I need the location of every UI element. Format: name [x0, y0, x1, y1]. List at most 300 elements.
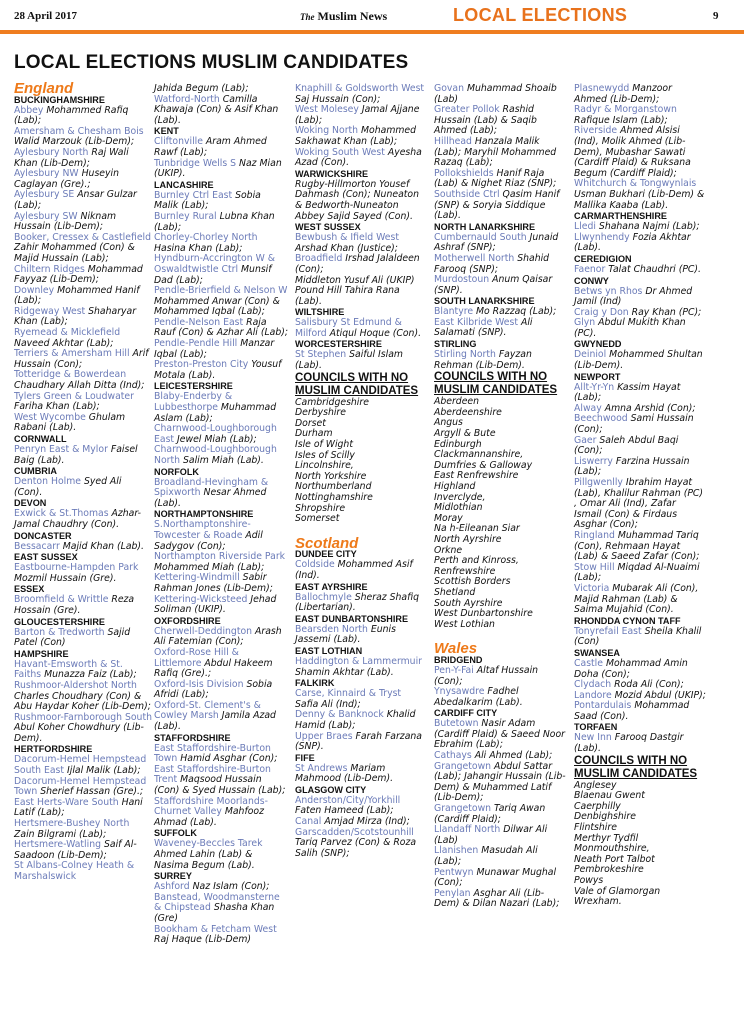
ward-name: Waveney-Beccles Tarek — [154, 838, 263, 850]
candidate-entry — [574, 478, 706, 531]
candidate-entry — [434, 318, 566, 339]
candidate-names: Charles Choudhary (Con) & Abu Haydar Koher (Lib-Dem); — [14, 690, 151, 713]
ward-name: Burnley Ctrl East — [154, 189, 233, 201]
council-heading: LEICESTERSHIRE — [154, 381, 233, 392]
candidate-names: Shahid Farooq (SNP); — [434, 252, 550, 275]
candidate-names: Syed Ali (Con). — [14, 476, 122, 498]
council-heading: GLOUCESTERSHIRE — [14, 616, 105, 627]
ward-name: Denny & Banknock — [295, 709, 384, 721]
council-heading: CARDIFF CITY — [434, 708, 498, 719]
candidate-entry — [434, 804, 566, 825]
candidate-entry — [154, 137, 288, 158]
ward-name: S.Northamptonshire-Towcester & Roade — [154, 519, 251, 541]
ward-name: East Staffordshire-Burton Town — [154, 742, 271, 765]
candidate-entry — [14, 777, 152, 798]
candidate-entry — [434, 846, 566, 867]
candidate-names: Farooq Dastgir (Lab). — [574, 732, 684, 755]
region-heading: England — [14, 80, 74, 97]
candidate-names: Muhammad Tariq (Con), Rehmaan Hayat (Lab) & Saeed Zafar (Con); — [574, 529, 700, 563]
ward-name: Exwick & St.Thomas — [14, 508, 109, 520]
ward-name: Murdostoun — [434, 274, 490, 286]
council-list-item: Na h-Eileanan Siar — [434, 523, 520, 535]
council-list-item: North Ayrshire — [434, 533, 502, 545]
candidate-names: Ghulam Rabani (Lab). — [14, 411, 126, 434]
council-list-item: Shropshire — [295, 502, 346, 514]
publication-title: Muslim News — [317, 9, 388, 23]
council-heading: SOUTH LANARKSHIRE — [434, 296, 535, 307]
candidate-entry — [14, 861, 152, 882]
ward-name: Landore — [574, 689, 612, 701]
council-list-item: Midlothian — [434, 502, 483, 514]
council-heading: EAST SUSSEX — [14, 552, 78, 563]
candidate-names: Fadhel Abedalkarim (Lab). — [434, 686, 523, 708]
council-heading: NEWPORT — [574, 371, 621, 382]
candidate-entry — [154, 212, 288, 233]
ward-name: Ringland — [574, 529, 615, 541]
council-list-item: Argyll & Bute — [434, 428, 496, 440]
candidate-entry — [295, 560, 425, 581]
ward-name: St Albans-Colney Heath & Marshalswick — [14, 860, 135, 882]
candidate-names: Tariq Awan (Cardiff Plaid); — [434, 803, 546, 825]
council-heading: CEREDIGION — [574, 253, 632, 264]
candidate-names: Nasir Adam (Cardiff Plaid) & Saeed Noor Ebrahim (Lab); — [434, 718, 565, 751]
candidate-names: Ijlal Malik (Lab); — [64, 765, 141, 777]
candidate-names: Faten Hameed (Lab); — [295, 805, 394, 817]
candidate-names: Walid Marzouk (Lib-Dem); — [14, 136, 135, 148]
ward-name: Govan — [434, 83, 464, 94]
council-list-item: Anglesey — [574, 779, 617, 791]
ward-name: Preston-Preston City — [154, 359, 249, 371]
ward-name: Canal — [295, 816, 322, 828]
candidate-entry — [14, 595, 152, 616]
ward-name: Broadfield — [295, 253, 343, 265]
council-list-item: Somerset — [295, 513, 340, 525]
candidate-entry — [434, 350, 566, 371]
council-heading: CORNWALL — [14, 434, 67, 444]
council-heading: FIFE — [295, 752, 315, 763]
ward-name: West Molesey — [295, 104, 359, 116]
ward-name: Bessacarr — [14, 540, 60, 552]
candidate-entry — [154, 339, 288, 360]
candidate-names: Huseyin Caglayan (Gre).; — [14, 168, 119, 190]
candidate-entry — [295, 350, 425, 371]
ward-name: Lledi — [574, 221, 596, 233]
ward-name: Hillhead — [434, 135, 472, 147]
council-list — [434, 397, 566, 630]
region-heading: Scotland — [295, 534, 359, 552]
candidate-names: Sherief Hassan (Gre).; — [37, 786, 144, 798]
candidate-entry — [14, 328, 152, 349]
ward-name: Hertsmere-Watling — [14, 839, 102, 851]
candidate-entry — [154, 573, 288, 594]
candidate-names: Manzoor Ahmed (Lib-Dem); — [574, 83, 672, 105]
ward-name: Clydach — [574, 679, 612, 691]
candidate-names: Khalid Hamid (Lab); — [295, 709, 416, 731]
candidate-entry — [574, 179, 706, 211]
candidate-entry — [154, 95, 288, 127]
candidate-names: Ali Salamati (SNP). — [434, 316, 533, 339]
candidate-names: Abul Koher Chowdhury (Lib-Dem). — [14, 722, 144, 744]
ward-name: West Wycombe — [14, 411, 86, 423]
candidate-names: Raja Rauf (Con) & Azhar Ali (Lab); — [154, 316, 289, 339]
council-heading: STIRLING — [434, 339, 477, 350]
candidate-names: Junaid Ashraf (SNP); — [434, 231, 559, 254]
candidate-names: Arshad Khan (Justice); — [295, 242, 398, 254]
candidate-names: Mohammed Sakhawat Khan (Lab); — [295, 125, 417, 147]
ward-name: Rushmoor-Farnborough South — [14, 711, 152, 723]
candidate-entry — [14, 169, 152, 190]
council-heading: WILTSHIRE — [295, 307, 345, 318]
council-heading: NORTHAMPTONSHIRE — [154, 509, 254, 520]
ward-name: Dacorum-Hemel Hempstead South East — [14, 754, 147, 777]
council-heading: GWYNEDD — [574, 339, 622, 350]
candidate-names: Zahir Mohammed (Con) & Majid Hussain (Lab); — [14, 242, 135, 264]
candidate-names: Ayesha Azad (Con). — [295, 146, 422, 169]
candidate-entry — [154, 893, 288, 925]
candidate-names: Tariq Parvez (Con) & Roza Salih (SNP); — [295, 837, 417, 859]
ward-name: Booker, Cressex & Castlefield — [14, 231, 152, 243]
candidate-entry — [154, 680, 288, 701]
candidate-entry — [434, 84, 566, 105]
ward-name: Ryemead & Micklefield — [14, 327, 121, 339]
candidate-names: Mohammed Shultan (Lib-Dem). — [574, 349, 703, 372]
ward-name: Broomfield & Writtle — [14, 594, 109, 606]
candidate-names: Amjad Mirza (Ind); — [321, 816, 410, 828]
candidate-entry — [154, 648, 288, 680]
candidate-entry — [154, 445, 288, 466]
candidate-entry — [295, 233, 425, 254]
candidate-names: Ray Khan (PC); — [628, 306, 702, 318]
candidate-entry — [14, 413, 152, 434]
council-list-item: Blaenau Gwent — [574, 790, 645, 802]
candidate-names: Saleh Abdul Baqi (Con); — [574, 434, 679, 457]
council-list-item: Moray — [434, 512, 463, 524]
candidate-names: Salim Miah (Lab). — [180, 455, 264, 466]
ward-name: Rushmoor-Aldershot North — [14, 679, 137, 691]
candidate-names: Saj Hussain (Con); — [295, 93, 381, 105]
candidate-names: Mo Razzaq (Lab); — [473, 306, 557, 318]
candidate-names: Munsif Dad (Lab); — [154, 263, 272, 286]
council-list-item: Lincolnshire, — [295, 460, 354, 472]
ward-name: Butetown — [434, 718, 479, 730]
candidate-entry — [574, 414, 706, 435]
candidate-names: Irshad Jalaldeen (Con); — [295, 253, 420, 275]
candidate-entry — [434, 254, 566, 275]
candidate-names: Mozid Abdul (UKIP); — [611, 689, 706, 701]
candidate-names: Sobia Malik (Lab); — [154, 189, 261, 212]
ward-name: Burnley Rural — [154, 210, 217, 222]
candidate-entry — [295, 180, 425, 222]
council-heading: EAST AYRSHIRE — [295, 581, 368, 592]
ward-name: Bookham & Fetcham West — [154, 923, 277, 935]
ward-name: New Inn — [574, 732, 612, 744]
ward-name: Grangetown — [434, 803, 492, 815]
candidate-names: Munazza Faiz (Lab); — [41, 669, 137, 681]
candidate-names: Nesar Ahmed (Lab). — [154, 487, 267, 509]
no-candidates-heading: COUNCILS WITH NO MUSLIM CANDIDATES — [574, 754, 698, 780]
council-list-item: East Renfrewshire — [434, 470, 519, 482]
candidate-entry — [434, 666, 566, 687]
council-list-item: Shetland — [434, 586, 476, 598]
candidate-names: Dr Ahmed Jamil (Ind) — [574, 285, 693, 308]
candidate-entry — [154, 839, 288, 871]
candidate-names: Adil Sadygov (Con); — [154, 529, 263, 552]
ward-name: Betws yn Rhos — [574, 285, 643, 297]
ward-name: Pen-Y-Fai — [434, 664, 474, 676]
ward-name: Whitchurch & Tongwynlais — [574, 178, 697, 190]
candidate-entry — [295, 689, 425, 710]
candidate-entry — [14, 542, 152, 553]
council-heading: CUMBRIA — [14, 466, 57, 477]
ward-name: Kettering-Windmill — [154, 572, 240, 584]
candidate-entry — [154, 191, 288, 212]
ward-name: Riverside — [574, 125, 618, 137]
candidate-names: Dilwar Ali (Lab) — [434, 824, 548, 846]
candidate-entry — [14, 127, 152, 148]
ward-name: Grangetown — [434, 760, 492, 772]
ward-name: Tonyrefail East — [574, 625, 642, 637]
council-heading: ESSEX — [14, 584, 45, 595]
council-list-item: Highland — [434, 481, 476, 492]
candidate-names: Atiqul Hoque (Con). — [326, 327, 422, 339]
candidate-entry — [574, 659, 706, 680]
ward-name: Haddington & Lammermuir — [295, 655, 422, 667]
ward-name: Pillgwenlly — [574, 477, 623, 488]
ward-name: Castle — [574, 657, 603, 669]
council-list-item: Durham — [295, 428, 333, 440]
candidate-entry — [574, 457, 706, 478]
candidate-entry — [295, 148, 425, 169]
council-list-item: Renfrewshire — [434, 565, 496, 577]
candidate-entry — [295, 84, 425, 105]
ward-name: Llwynhendy — [574, 231, 630, 243]
ward-name: Ridgeway West — [14, 305, 86, 317]
council-list-item: Powys — [574, 875, 604, 886]
candidate-names: Sheraz Shafiq (Libertarian). — [295, 591, 420, 614]
ward-name: Aylesbury SW — [14, 210, 78, 222]
ward-name: Northampton Riverside Park — [154, 551, 286, 563]
council-heading: NORFOLK — [154, 466, 199, 477]
council-list-item: Vale of Glamorgan — [574, 885, 661, 897]
candidate-names: Naz Islam (Con); — [189, 881, 270, 893]
council-heading: BUCKINGHAMSHIRE — [14, 94, 105, 105]
council-heading: TORFAEN — [574, 722, 618, 733]
ward-name: St Stephen — [295, 349, 347, 361]
candidate-entry — [154, 627, 288, 648]
candidate-names: Raj Wali Khan (Lib-Dem); — [14, 146, 129, 169]
ward-name: Blaby-Enderby & Lubbesthorpe — [154, 391, 233, 414]
council-list-item: Caerphilly — [574, 800, 621, 812]
candidate-entry — [154, 552, 288, 573]
council-list-item: Dorset — [295, 417, 326, 429]
council-heading: SWANSEA — [574, 647, 620, 658]
council-list-item: Edinburgh — [434, 438, 482, 450]
candidate-entry — [14, 681, 152, 713]
council-list-item: Inverclyde, — [434, 491, 486, 503]
candidate-names: Qasim Hanif (SNP) & Soryia Siddique (Lab). — [434, 188, 560, 222]
council-heading: DONCASTER — [14, 530, 72, 541]
candidate-names: Hani Latif (Lab); — [14, 796, 143, 819]
candidate-names: Ibrahim Hayat (Lab), Khalilur Rahman (PC) , Omar Ali (Ind), Zafar Ismail (Con) & Firdaus Asghar (Con); — [574, 477, 704, 531]
candidate-names: Mohammad Fayyaz (Lib-Dem); — [14, 263, 143, 286]
candidate-names: Naveed Akhtar (Lab); — [14, 337, 114, 349]
candidate-names: Mozmil Hussain (Gre). — [14, 572, 117, 584]
candidate-entry — [295, 796, 425, 817]
council-list-item: Angus — [434, 417, 463, 429]
candidate-names: Camilla Khawaja (Con) & Asif Khan (Lab). — [154, 93, 279, 126]
council-heading: HAMPSHIRE — [14, 648, 69, 659]
candidate-names: Ali Ahmed (Lab); — [471, 750, 553, 762]
section-title: LOCAL ELECTIONS — [453, 5, 628, 25]
candidate-entry — [154, 392, 288, 424]
council-heading: WEST SUSSEX — [295, 222, 361, 233]
candidate-entry — [295, 318, 425, 339]
council-list-item: Clackmannanshire, — [434, 449, 524, 461]
candidate-entry — [574, 563, 706, 584]
council-heading: SUFFOLK — [154, 828, 197, 839]
candidate-entry — [14, 286, 152, 307]
ward-name: Barton & Tredworth — [14, 626, 105, 638]
ward-name: Glyn — [574, 317, 596, 329]
council-heading: OXFORDSHIRE — [154, 615, 221, 626]
candidate-names: Abdul Sattar (Lab); Jahangir Hussain (Lib-Dem) & Muhammed Latif (Lib-Dem); — [434, 760, 566, 804]
council-list-item: Monmouthshire, — [574, 843, 650, 855]
ward-name: Craig y Don — [574, 306, 629, 318]
ward-name: Ynysawdre — [434, 686, 485, 698]
candidate-names: Mahfooz Ahmad (Lab). — [154, 806, 264, 828]
candidate-names: Saif Al-Saadoon (Lib-Dem); — [14, 839, 137, 861]
candidate-names: Amna Arshid (Con); — [601, 402, 696, 414]
candidate-entry — [434, 137, 566, 169]
ward-name: Cherwell-Deddington — [154, 625, 253, 637]
ward-name: Terriers & Amersham Hill — [14, 348, 130, 360]
candidate-entry — [14, 660, 152, 681]
column-5 — [574, 84, 706, 908]
ward-name: Aylesbury SE — [14, 189, 75, 201]
ward-name: Tylers Green & Loudwater — [14, 390, 134, 402]
ward-name: Penylan — [434, 887, 471, 899]
candidate-names: Faisel Baig (Lab). — [14, 444, 138, 466]
candidate-entry — [295, 710, 425, 731]
council-list-item: South Ayrshire — [434, 597, 503, 609]
candidate-names: Manzar Iqbal (Lab); — [154, 338, 275, 360]
candidate-entry — [14, 445, 152, 466]
ward-name: Pollokshields — [434, 167, 494, 179]
candidate-names: Jamila Azad (Lab). — [154, 710, 276, 733]
ward-name: Llandaff North — [434, 824, 501, 836]
council-heading: EAST DUNBARTONSHIRE — [295, 613, 409, 624]
candidate-names: Eunis Jassemi (Lab). — [295, 623, 396, 646]
council-heading: LANCASHIRE — [154, 179, 214, 190]
council-heading: DEVON — [14, 498, 47, 509]
column-3 — [295, 84, 425, 859]
candidate-entry — [14, 349, 152, 370]
candidate-entry — [574, 84, 706, 105]
candidate-names: Usman Bukhari (Lib-Dem) & Mallika Kaaba (Lab). — [574, 188, 705, 211]
candidate-entry — [154, 925, 288, 946]
ward-name: Deiniol — [574, 349, 607, 361]
candidate-names: Shahana Najmi (Lab); — [595, 221, 700, 233]
ward-name: Dacorum-Hemel Hempstead Town — [14, 775, 147, 798]
council-heading: FALKIRK — [295, 678, 335, 689]
ward-name: Downley — [14, 284, 55, 296]
candidate-names: Fozia Akhtar (Lab). — [574, 231, 691, 254]
candidate-names: Shamin Akhtar (Lab). — [295, 666, 394, 678]
candidate-names: Saiful Islam (Lab). — [295, 349, 403, 372]
candidate-entry — [434, 233, 566, 254]
candidate-names: Altaf Hussain (Con); — [434, 664, 539, 687]
ward-name: Charnwood-Loughborough North — [154, 444, 277, 466]
candidate-names: Munawar Mughal (Con); — [434, 866, 557, 889]
candidate-entry — [14, 755, 152, 776]
ward-name: Knaphill & Goldsworth West — [295, 83, 425, 94]
candidate-entry — [434, 825, 566, 846]
candidate-names: Mohammad Saad (Con). — [574, 700, 690, 722]
candidate-entry — [14, 477, 152, 498]
candidate-names: Rafique Islam (Lab); — [574, 114, 668, 126]
ward-name: Victoria — [574, 582, 610, 594]
candidate-entry — [574, 287, 706, 308]
council-list-item: Scottish Borders — [434, 576, 511, 588]
candidate-entry — [14, 819, 152, 840]
candidate-names: Maqsood Hussain (Con) & Syed Hussain (Lab); — [154, 774, 286, 797]
publication-name — [300, 9, 387, 24]
candidate-entry — [154, 478, 288, 510]
ward-name: Denton Holme — [14, 476, 81, 488]
candidate-names: Hasina Khan (Lab); — [154, 242, 243, 254]
column-2 — [154, 84, 288, 946]
ward-name: Havant-Emsworth & St. Faiths — [14, 658, 123, 681]
candidate-entry — [434, 190, 566, 222]
ward-name: East Kilbride West — [434, 316, 519, 328]
council-list-item: Flintshire — [574, 822, 617, 834]
council-list-item: Aberdeen — [434, 396, 480, 408]
candidate-names: Jamal Ajjane (Lab); — [295, 104, 420, 126]
ward-name: St Andrews — [295, 762, 348, 774]
ward-name: Chiltern Ridges — [14, 263, 85, 275]
candidate-names: Mohammed Anwar (Con) & Mohammed Iqbal (Lab); — [154, 295, 280, 318]
ward-name: Allt-Yr-Yn — [574, 381, 615, 393]
council-heading: DUNDEE CITY — [295, 549, 357, 560]
candidate-entry — [574, 701, 706, 722]
candidate-names: Majid Khan (Lab). — [59, 540, 144, 552]
publication-article: The — [300, 12, 315, 22]
ward-name: Kettering-Wicksteed — [154, 593, 248, 605]
council-heading: WORCESTERSHIRE — [295, 339, 382, 350]
candidate-names: Hanzala Malik (Lab); Maryhil Mohammed Razaq (Lab); — [434, 135, 557, 169]
region-heading: Wales — [434, 640, 478, 658]
ward-name: Oxford-Rose Hill & Littlemore — [154, 646, 239, 669]
candidate-names: Arif Hussain (Con); — [14, 348, 149, 370]
candidate-names: Raj Haque (Lib-Dem) — [154, 934, 252, 946]
candidate-entry — [14, 713, 152, 745]
council-heading: EAST LOTHIAN — [295, 645, 363, 656]
council-list-item: West Lothian — [434, 618, 495, 630]
council-heading: WARWICKSHIRE — [295, 168, 369, 179]
ward-name: Upper Braes — [295, 730, 353, 742]
candidate-entry — [295, 593, 425, 614]
candidate-entry — [295, 732, 425, 753]
column-1 — [14, 80, 152, 883]
candidate-entry — [154, 233, 288, 254]
ward-name: Broadland-Hevingham & Spixworth — [154, 476, 269, 499]
candidate-names: Mubarak Ali (Con), Majid Rahman (Lab) & Saima Mujahid (Con). — [574, 582, 699, 616]
candidate-names: Sabir Rahman Jones (Lib-Dem); — [154, 572, 273, 594]
candidate-names: Yousuf Motala (Lab). — [154, 359, 282, 381]
candidate-names: Safia Ali (Ind); — [295, 698, 361, 710]
candidate-names: Lubna Khan (Lab); — [154, 210, 275, 233]
candidate-names: Ahmed Lahin (Lab) & Nasima Begum (Lab). — [154, 849, 255, 871]
